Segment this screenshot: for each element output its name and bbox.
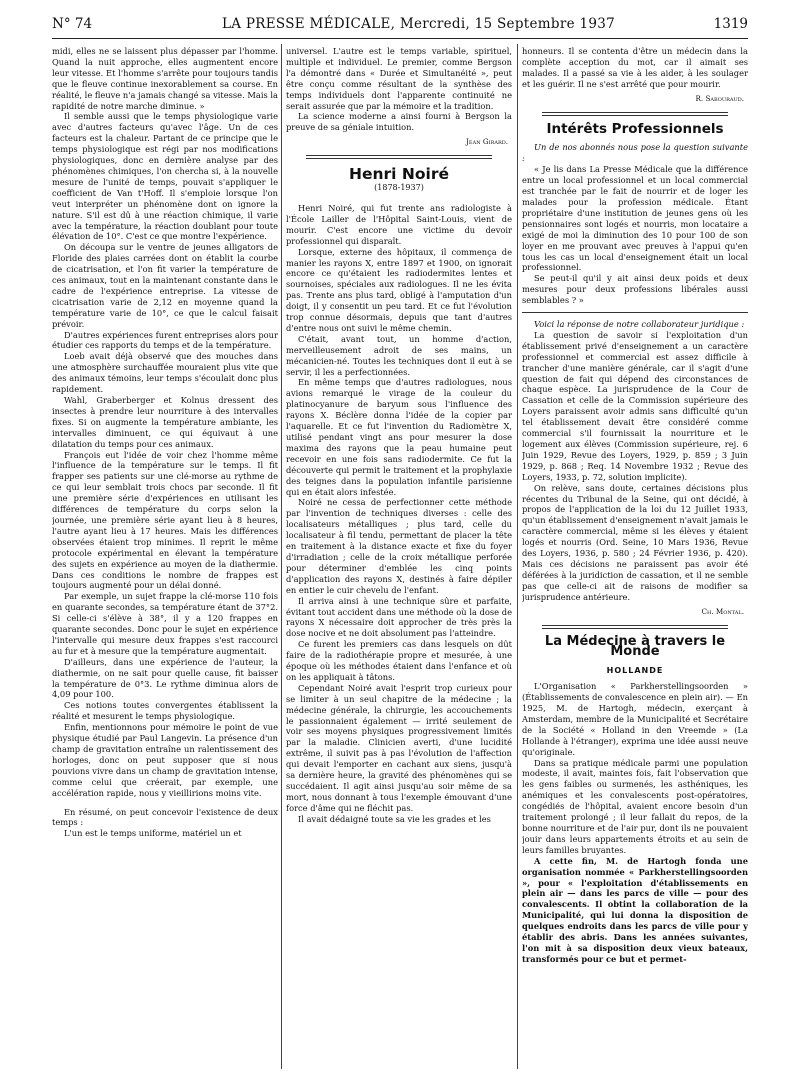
column-divider — [281, 44, 282, 1069]
paragraph: On découpa sur le ventre de jeunes alligators de Floride des plaies carrées dont on établit la courbe de cicatrisation, et l'on fit varier la température de ces animaux, tout en la maintenant constante dans le cadre de l'expérience entreprise. La vitesse de cicatrisation varie de 2,12 en moyenne quand la température varie de 10°, ce que le calcul faisait prévoir. — [52, 242, 278, 329]
reply-intro: Voici la réponse de notre collaborateur juridique : — [534, 319, 745, 330]
paragraph: François eut l'idée de voir chez l'homme même l'influence de la température sur le temps. Il fit frapper ses patients sur une clé-morse au rythme de ce qui leur semblait trois chocs par seconde. Il fit une première série d'expériences en utilisant les différences de température du corps selon la journée, une première série ayant lieu à 8 heures, l'autre ayant lieu à 17 heures. Mais les différences observées étaient trop minimes. Il reprit le même protocole expérimental en élevant la température des sujets en expérience au moyen de la diathermie. Dans ces conditions le nombre de frappes est toujours augmenté pour un délai donné. — [52, 449, 278, 591]
page-number: 1319 — [713, 16, 748, 32]
paragraph: A cette fin, M. de Hartogh fonda une organisation nommée « Parkherstellingsoorden », pour « l'exploitation d'établissements en plein air — dans les parcs de ville — pour des convalescents. Il obtint la collaboration de la Municipalité, qui lui donna la disposition de quelques endroits dans les parcs de ville pour y établir des abris. Dans les années suivantes, l'on mit à sa disposition deux vieux bateaux, transformés pour ce but et permet- — [522, 855, 748, 964]
author-signature: R. Sabouraud. — [695, 93, 744, 103]
obituary-dates: (1878-1937) — [374, 183, 424, 193]
paragraph: Il avait dédaigné toute sa vie les grades et les — [298, 813, 491, 824]
obituary-title: Henri Noiré — [349, 165, 449, 184]
paragraph: Dans sa pratique médicale parmi une population modeste, il avait, maintes fois, fait l'observation que les gens faibles ou surmenés, les asthéniques, les anémiques et les convalescents post-opératoires, congédiés de l'hôpital, avaient encore besoin d'un traitement prolongé ; il leur fallait du repos, de la bonne nourriture et de l'air pur, dont ils ne pouvaient jouir dans leurs appartements étroits et au sein de leurs familles bruyantes. — [522, 757, 748, 855]
paragraph: La science moderne a ainsi fourni à Bergson la preuve de sa géniale intuition. — [286, 111, 512, 133]
reply-paragraph: La question de savoir si l'exploitation d'un établissement privé d'enseignement a un caractère professionnel et commercial est assez difficile à trancher d'une manière générale, car il s'agit d'une question de fait qui dépend des circonstances de chaque espèce. La jurisprudence de la Cour de Cassation et celle de la Commission supérieure des Loyers paraissent avoir admis sans difficulté qu'un tel établissement devait être considéré comme commercial s'il fournissait la nourriture et le logement aux élèves (Commission supérieure, rej. 6 Juin 1929, Revue des Loyers, 1929, p. 859 ; 3 Juin 1929, p. 868 ; Req. 14 Novembre 1932 ; Revue des Loyers, 1933, p. 72, solution implicite). — [522, 329, 748, 482]
paragraph: Il arriva ainsi à une technique sûre et parfaite, évitant tout accident dans une méthode où la dose de rayons X nécessaire doit approcher de très près la dose nocive et ne doit absolument pas l'atteindre. — [286, 595, 512, 639]
paragraph: C'était, avant tout, un homme d'action, merveilleusement adroit de ses mains, un mécanicien-né. Toutes les techniques dont il eut à se servir, il les a perfectionnées. — [286, 333, 512, 377]
paragraph: Lorsque, externe des hôpitaux, il commença de manier les rayons X, entre 1897 et 1900, on ignorait encore ce qu'étaient les radiodermites lentes et sournoises, spéciales aux radiologues. Il ne les évita pas. Trente ans plus tard, obligé à l'amputation d'un doigt, il y consentit un peu tard. Et ce fut l'évolution trop connue désormais, depuis que tant d'autres d'entre nous ont suivi le même chemin. — [286, 246, 512, 333]
section-divider — [306, 155, 492, 159]
section-divider — [542, 112, 728, 116]
paragraph: Noiré ne cessa de perfectionner cette méthode par l'invention de techniques diverses : celle des localisateurs métalliques ; plus tard, celle du localisateur à fil tendu, permettant de placer la tête en traitement à la distance exacte et fixe du foyer d'irradiation ; celle de la croix métallique perforée pour déterminer d'emblée les cinq points d'application des rayons X, destinés à faire dépiler en entier le cuir chevelu de l'enfant. — [286, 497, 512, 595]
author-signature: Ch. Montal. — [701, 606, 744, 616]
paragraph: En même temps que d'autres radiologues, nous avions remarqué le virage de la couleur du platinocyanure de baryum sous l'influence des rayons X. Béclère donna l'idée de la copier par l'aquarelle. Et ce fut l'invention du Radiomètre X, utilisé pendant vingt ans pour mesurer la dose maxima des rayons que la peau humaine peut recevoir en une fois sans radiodermite. Ce fut la découverte qui permit le traitement et la prophylaxie des teignes dans la population infantile parisienne qui en était alors infestée. — [286, 377, 512, 497]
journal-title: LA PRESSE MÉDICALE, Mercredi, 15 Septembre 1937 — [222, 16, 616, 32]
section-title-interets: Intérêts Professionnels — [546, 120, 724, 137]
section-title-monde: La Médecine à travers le Monde — [544, 633, 726, 660]
paragraph: L'Organisation « Parkherstellingsoorden » (Établissements de convalescence en plein air). — En 1925, M. de Hartogh, médecin, exerçant à Amsterdam, membre de la Municipalité et Secrétaire de la Société « Holland in den Vreemde » (La Hollande à l'étranger), exprima une idée aussi neuve qu'originale. — [522, 681, 748, 757]
paragraph: Henri Noiré, qui fut trente ans radiologiste à l'École Lailler de l'Hôpital Saint-Louis, vient de mourir. C'est encore une victime du devoir professionnel qui disparaît. — [286, 202, 512, 246]
paragraph: D'ailleurs, dans une expérience de l'auteur, la diathermie, on ne sait pour quelle cause, fit baisser la température de 0°3. Le rythme diminua alors de 4,09 pour 100. — [52, 656, 278, 700]
paragraph: Cependant Noiré avait l'esprit trop curieux pour se limiter à un seul chapitre de la médecine ; la médecine générale, la chirurgie, les accouchements le passionnaient également — irrité seulement de voir ses moyens physiques progressivement limités par la maladie. Clinicien averti, d'une lucidité extrême, il suivit pas à pas l'évolution de l'affection qui devait l'emporter en cachant aux siens, jusqu'à sa dernière heure, la gravité des phénomènes qui se succédaient. Il agit ainsi jusqu'au soir même de sa mort, nous donnant à tous l'exemple émouvant d'une force d'âme qui ne fléchit pas. — [286, 682, 512, 813]
paragraph: midi, elles ne se laissent plus dépasser par l'homme. Quand la nuit approche, elles augmentent encore leur vitesse. Et l'homme s'arrête pour toujours tandis que le fleuve continue inexorablement sa course. En réalité, le fleuve n'a jamais changé sa vitesse. Mais la rapidité de notre marche diminue. » — [52, 46, 278, 111]
column-1 — [52, 46, 278, 1076]
country-subtitle: HOLLANDE — [606, 666, 664, 676]
divider — [522, 312, 748, 313]
section-divider — [542, 625, 728, 629]
paragraph: Ce furent les premiers cas dans lesquels on dût faire de la radiothérapie propre et mesurée, à une époque où les méthodes étaient dans l'enfance et où on les appliquait à tâtons. — [286, 639, 512, 682]
paragraph: Loeb avait déjà observé que des mouches dans une atmosphère surchauffée mouraient plus vite que des animaux témoins, leur temps s'écoulait donc plus rapidement. — [52, 351, 278, 395]
page-header — [52, 12, 748, 39]
paragraph: universel. L'autre est le temps variable, spirituel, multiple et individuel. Le premier, comme Bergson l'a démontré dans « Durée et Simultanéité », peut être conçu comme résultant de la synthèse des temps individuels dont l'apparente continuité ne serait assurée que par la mémoire et la tradition. — [286, 46, 512, 111]
reply-paragraph: On relève, sans doute, certaines décisions plus récentes du Tribunal de la Seine, qui ont décidé, à propos de l'application de la loi du 12 Juillet 1933, qu'un établissement d'enseignement n'avait jamais le caractère commercial, même si les élèves y étaient logés et nourris (Ord. Seine, 10 Mars 1936, Revue des Loyers, 1936, p. 580 ; 24 Février 1936, p. 420). Mais ces décisions ne paraissent pas avoir été déférées à la juridiction de cassation, et il ne semble pas que celle-ci ait de raisons de modifier sa jurisprudence antérieure. — [522, 482, 748, 602]
paragraph: honneurs. Il se contenta d'être un médecin dans la complète acception du mot, car il aimait ses malades. Il a passé sa vie à les aider, à les soulager et les guérir. Il ne s'est arrêté que pour mourir. — [522, 46, 748, 89]
question-paragraph: Se peut-il qu'il y ait ainsi deux poids et deux mesures pour deux professions libérales aussi semblables ? » — [522, 273, 748, 306]
paragraph: Ces notions toutes convergentes établissent la réalité et mesurent le temps physiologique. — [52, 700, 278, 722]
question-paragraph: « Je lis dans La Presse Médicale que la différence entre un local professionnel et un local commercial est tranchée par le fait de nourrir et de loger les malades pour la profession médicale. Étant propriétaire d'une institution de jeunes gens où les pensionnaires sont logés et nourris, mon locataire a exigé de moi la diminution des 10 pour 100 de son loyer en me prouvant avec preuves à l'appui qu'en tous les cas un local d'enseignement était un local professionnel. — [522, 164, 748, 273]
column-2 — [286, 46, 512, 1076]
author-signature: Jean Girard. — [466, 137, 508, 147]
column-divider — [517, 44, 518, 1069]
question-intro: Un de nos abonnés nous pose la question suivante : — [522, 142, 748, 164]
paragraph: L'un est le temps uniforme, matériel un et — [64, 828, 242, 839]
paragraph: Par exemple, un sujet frappe la clé-morse 110 fois en quarante secondes, sa température étant de 37°2. Si celle-ci s'élève à 38°, il y a 120 frappes en quarante secondes. Donc pour le sujet en expérience l'intervalle qui mesure deux frappes s'est raccourci au fur et à mesure que la température augmentait. — [52, 591, 278, 656]
paragraph: Enfin, mentionnons pour mémoire le point de vue physique étudié par Paul Langevin. La présence d'un champ de gravitation entraîne un ralentissement des horloges, donc on peut supposer que si nous pouvions vivre dans un champ de gravitation intense, comme celui que créerait, par exemple, une accélération rapide, nous y vieillirions moins vite. — [52, 722, 278, 798]
paragraph: Il semble aussi que le temps physiologique varie avec d'autres facteurs qu'avec l'âge. Un de ces facteurs est la chaleur. Partant de ce principe que le temps physiologique est régi par nos modifications physiologiques, donc en dernière analyse par des phénomènes chimiques, l'on chercha si, à la nouvelle mesure de l'unité de temps, pouvait s'appliquer le coefficient de Van t'Hoff. Il s'emploie lorsque l'on veut interpréter un phénomène dont on ignore la nature. S'il est dû à une réaction chimique, il varie avec la température, la réaction doublant pour toute élévation de 10°. C'est ce que montre l'expérience. — [52, 111, 278, 242]
paragraph: Wahl, Graberberger et Kolnus dressent des insectes à prendre leur nourriture à des intervalles fixes. Si on augmente la température ambiante, les intervalles diminuent, ce qui équivaut à une dilatation du temps pour ces animaux. — [52, 395, 278, 449]
issue-number: N° 74 — [52, 16, 93, 32]
paragraph: En résumé, on peut concevoir l'existence de deux temps : — [52, 806, 278, 828]
paragraph: D'autres expériences furent entreprises alors pour étudier ces rapports du temps et de la température. — [52, 329, 278, 351]
column-3 — [522, 46, 748, 1076]
